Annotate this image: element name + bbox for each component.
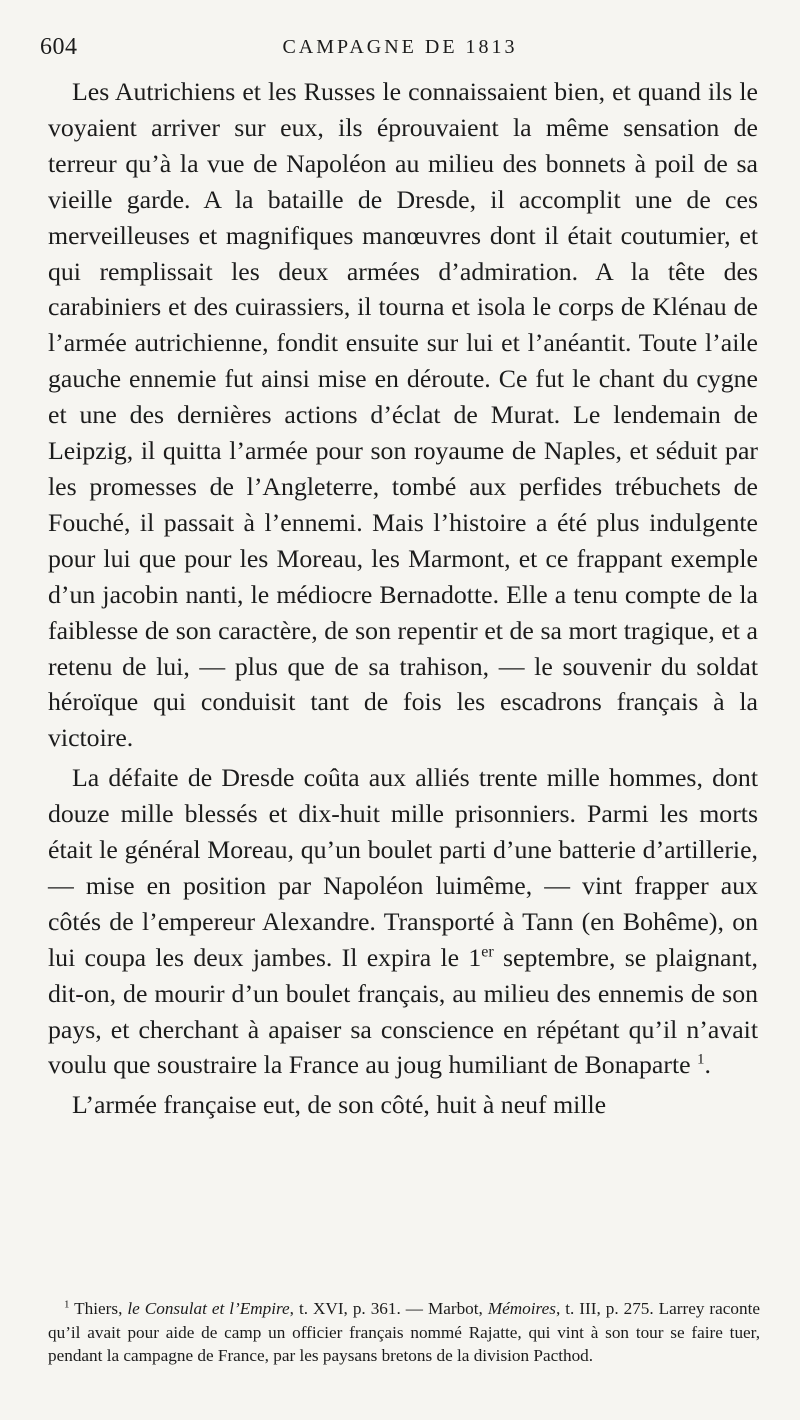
body-text — [48, 74, 758, 1123]
footnote-author: Thiers, — [69, 1299, 128, 1318]
paragraph-text-part-c: . — [704, 1050, 711, 1080]
page-header — [40, 30, 760, 64]
footnote-reference: 1 — [697, 1051, 705, 1068]
paragraph-murat: Les Autrichiens et les Russes le connaissaient bien, et quand ils le voyaient arriver sur eux, ils éprouvaient la même sensation de terreur qu’à la vue de Napoléon au milieu des bonnets à poil de sa vieille garde. A la bataille de Dresde, il accomplit une de ces merveilleuses et magnifiques manœuvres dont il était coutumier, et qui remplissait les deux armées d’admiration. A la tête des carabiniers et des cuirassiers, il tourna et isola le corps de Klénau de l’armée autrichienne, fondit ensuite sur lui et l’anéantit. Toute l’aile gauche ennemie fut ainsi mise en déroute. Ce fut le chant du cygne et une des dernières actions d’éclat de Murat. Le lendemain de Leipzig, il quitta l’armée pour son royaume de Naples, et séduit par les promesses de l’Angleterre, tombé aux perfides trébuchets de Fouché, il passait à l’ennemi. Mais l’histoire a été plus indulgente pour lui que pour les Moreau, les Marmont, et ce frappant exemple d’un jacobin nanti, le médiocre Bernadotte. Elle a tenu compte de la faiblesse de son caractère, de son repentir et de sa mort tragique, et a retenu de lui, — plus que de sa trahison, — le souvenir du soldat héroïque qui conduisit tant de fois les escadrons français à la victoire. — [48, 77, 758, 753]
footnote-work-title: Mémoires — [487, 1299, 556, 1318]
footnotes — [48, 1297, 760, 1368]
page-number: 604 — [40, 34, 78, 60]
paragraph-dresde-losses — [48, 760, 758, 1083]
paragraph-french-losses: L’armée française eut, de son côté, huit à neuf mille — [72, 1090, 607, 1120]
footnote-marker: 1 — [64, 1298, 70, 1311]
footnote-1 — [48, 1297, 760, 1368]
running-title: CAMPAGNE DE 1813 — [282, 36, 518, 58]
footnote-reference-text: , t. III, p. 275. Larrey raconte qu’il avait pour aide de camp un officier français nommé Rajatte, qui vint à son tour se faire tuer, pendant la campagne de France, par les paysans bretons de la division Pacthod. — [48, 1299, 761, 1365]
ordinal-superscript: er — [481, 943, 494, 961]
footnote-reference-text: , t. XVI, p. 361. — Marbot, — [289, 1299, 488, 1318]
paragraph-text-part-b: septembre, se plaignant, dit-on, de mourir d’un boulet français, au milieu des ennemis de son pays, et cherchant à apaiser sa conscience en répétant qu’il n’avait voulu que soustraire la France au joug humiliant de Bonaparte — [48, 942, 758, 1080]
paragraph-text-part-a: La défaite de Dresde coûta aux alliés trente mille hommes, dont douze mille blessés et dix-huit mille prisonniers. Parmi les morts était le général Moreau, qu’un boulet parti d’une batterie d’artillerie, — mise en position par Napoléon luimême, — vint frapper aux côtés de l’empereur Alexandre. Transporté à Tann (en Bohême), on lui coupa les deux jambes. Il expira le 1 — [48, 763, 758, 972]
footnote-work-title: le Consulat et l’Empire — [127, 1299, 290, 1318]
